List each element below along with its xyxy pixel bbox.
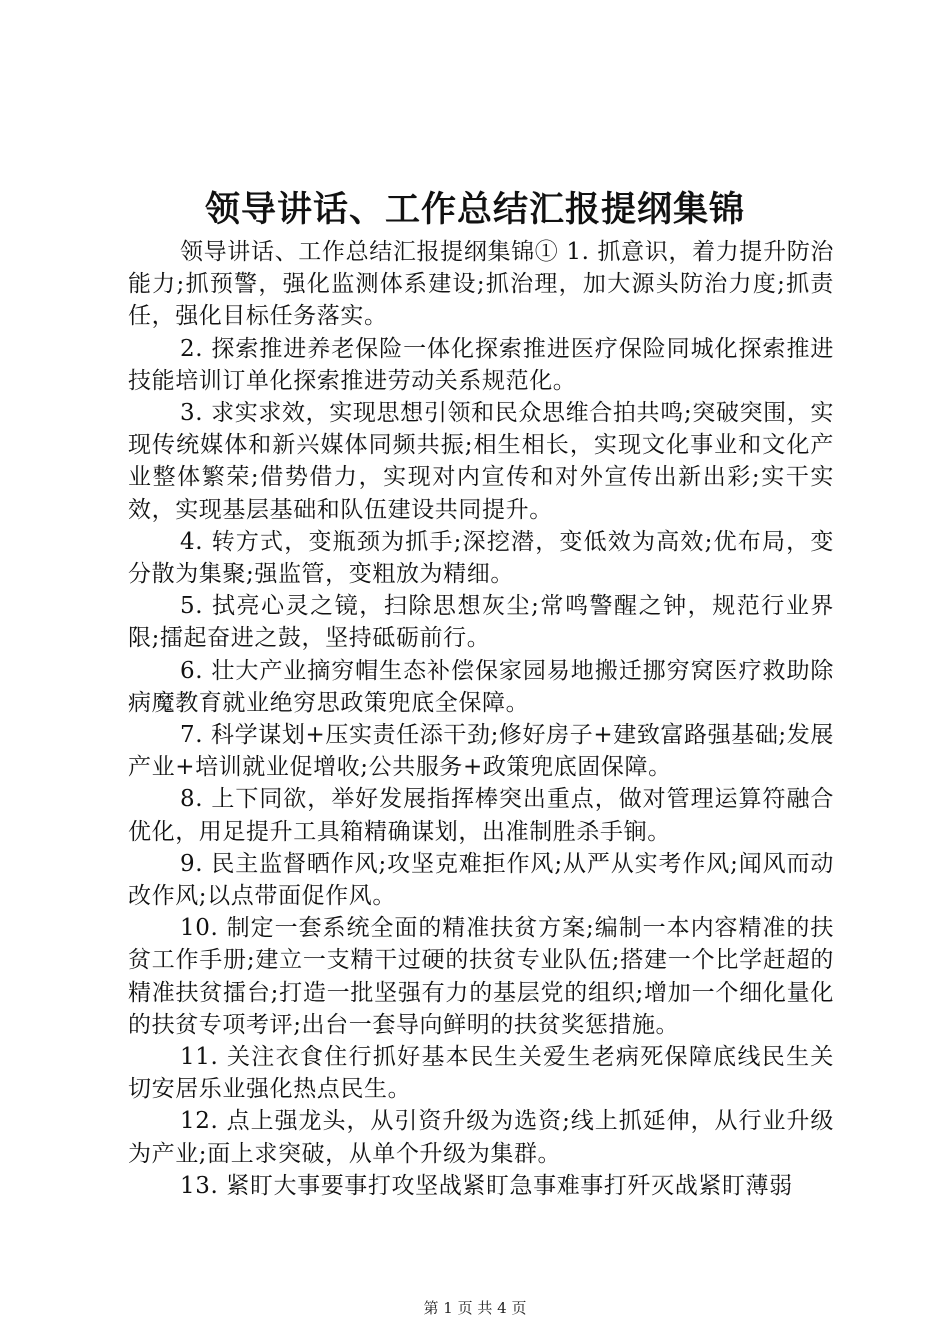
paragraph-3: 3. 求实求效，实现思想引领和民众思维合拍共鸣;突破突围，实现传统媒体和新兴媒体同频共振;相生相长，实现文化事业和文化产业整体繁荣;借势借力，实现对内宣传和对外宣传出新出彩;实干实效，实现基层基础和队伍建设共同提升。	[128, 400, 834, 523]
paragraph-6: 6. 壮大产业摘穷帽生态补偿保家园易地搬迁挪穷窝医疗救助除病魔教育就业绝穷思政策兜底全保障。	[128, 657, 834, 716]
paragraph-10: 10. 制定一套系统全面的精准扶贫方案;编制一本内容精准的扶贫工作手册;建立一支精干过硬的扶贫专业队伍;搭建一个比学赶超的精准扶贫擂台;打造一批坚强有力的基层党的组织;增加一个细化量化的扶贫专项考评;出台一套导向鲜明的扶贫奖惩措施。	[128, 915, 834, 1038]
paragraph-1: 领导讲话、工作总结汇报提纲集锦① 1. 抓意识，着力提升防治能力;抓预警，强化监测体系建设;抓治理，加大源头防治力度;抓责任，强化目标任务落实。	[128, 239, 834, 330]
paragraph-5: 5. 拭亮心灵之镜，扫除思想灰尘;常鸣警醒之钟，规范行业界限;擂起奋进之鼓，坚持砥砺前行。	[128, 593, 834, 652]
paragraph-2: 2. 探索推进养老保险一体化探索推进医疗保险同城化探索推进技能培训订单化探索推进劳动关系规范化。	[128, 335, 834, 394]
paragraph-4: 4. 转方式，变瓶颈为抓手;深挖潜，变低效为高效;优布局，变分散为集聚;强监管，变粗放为精细。	[128, 528, 834, 588]
paragraph-7: 7. 科学谋划+压实责任添干劲;修好房子+建致富路强基础;发展产业+培训就业促增收;公共服务+政策兜底固保障。	[128, 722, 834, 781]
document-title: 领导讲话、工作总结汇报提纲集锦	[204, 190, 745, 230]
paragraph-8: 8. 上下同欲，举好发展指挥棒突出重点，做对管理运算符融合优化，用足提升工具箱精确谋划，出准制胜杀手锏。	[128, 786, 834, 845]
paragraph-12: 12. 点上强龙头，从引资升级为选资;线上抓延伸，从行业升级为产业;面上求突破，从单个升级为集群。	[128, 1108, 834, 1167]
document-body	[128, 236, 834, 1202]
paragraph-11: 11. 关注衣食住行抓好基本民生关爱生老病死保障底线民生关切安居乐业强化热点民生。	[128, 1044, 834, 1103]
page-footer: 第 1 页 共 4 页	[423, 1299, 527, 1317]
paragraph-9: 9. 民主监督晒作风;攻坚克难拒作风;从严从实考作风;闻风而动改作风;以点带面促作风。	[128, 850, 834, 910]
paragraph-13: 13. 紧盯大事要事打攻坚战紧盯急事难事打歼灭战紧盯薄弱	[180, 1172, 793, 1199]
